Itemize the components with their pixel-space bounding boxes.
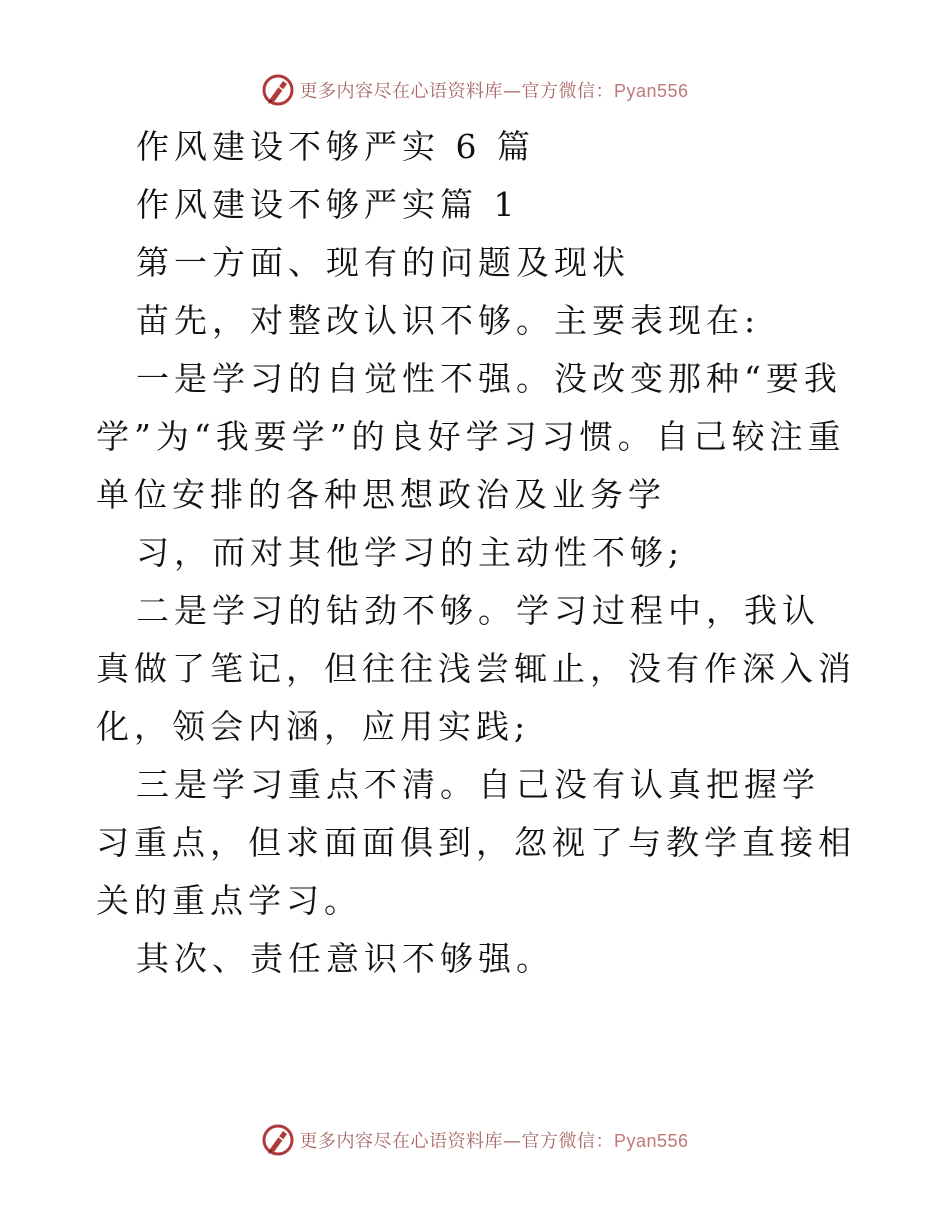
section-title: 作风建设不够严实篇 1	[136, 185, 520, 224]
watermark-text: 更多内容尽在心语资料库—官方微信：Pyan556	[299, 1131, 689, 1152]
paragraph: 习，而对其他学习的主动性不够;	[136, 533, 685, 572]
footer-watermark-banner	[0, 1120, 950, 1160]
header-watermark-banner	[0, 70, 950, 110]
pen-logo-icon	[261, 73, 295, 107]
wechat-handle: Pyan556	[613, 81, 689, 101]
paragraph: 二是学习的钻劲不够。学习过程中，我认真做了笔记，但往往浅尝辄止，没有作深入消化，领会内涵，应用实践;	[96, 591, 856, 746]
paragraph: 苗先，对整改认识不够。主要表现在:	[136, 301, 761, 340]
paragraph: 三是学习重点不清。自己没有认真把握学习重点，但求面面俱到，忽视了与教学直接相关的重点学习。	[96, 765, 856, 920]
pen-logo-icon	[261, 1123, 295, 1157]
paragraph: 其次、责任意识不够强。	[136, 939, 554, 978]
watermark-text: 更多内容尽在心语资料库—官方微信：Pyan556	[299, 81, 689, 102]
wechat-handle: Pyan556	[613, 1131, 689, 1151]
paragraph: 一是学习的自觉性不强。没改变那种“要我学”为“我要学”的良好学习习惯。自己较注重单位安排的各种思想政治及业务学	[96, 359, 846, 514]
section-heading: 第一方面、现有的问题及现状	[136, 243, 630, 282]
document-title: 作风建设不够严实 6 篇	[136, 127, 535, 166]
document-body	[96, 118, 856, 988]
